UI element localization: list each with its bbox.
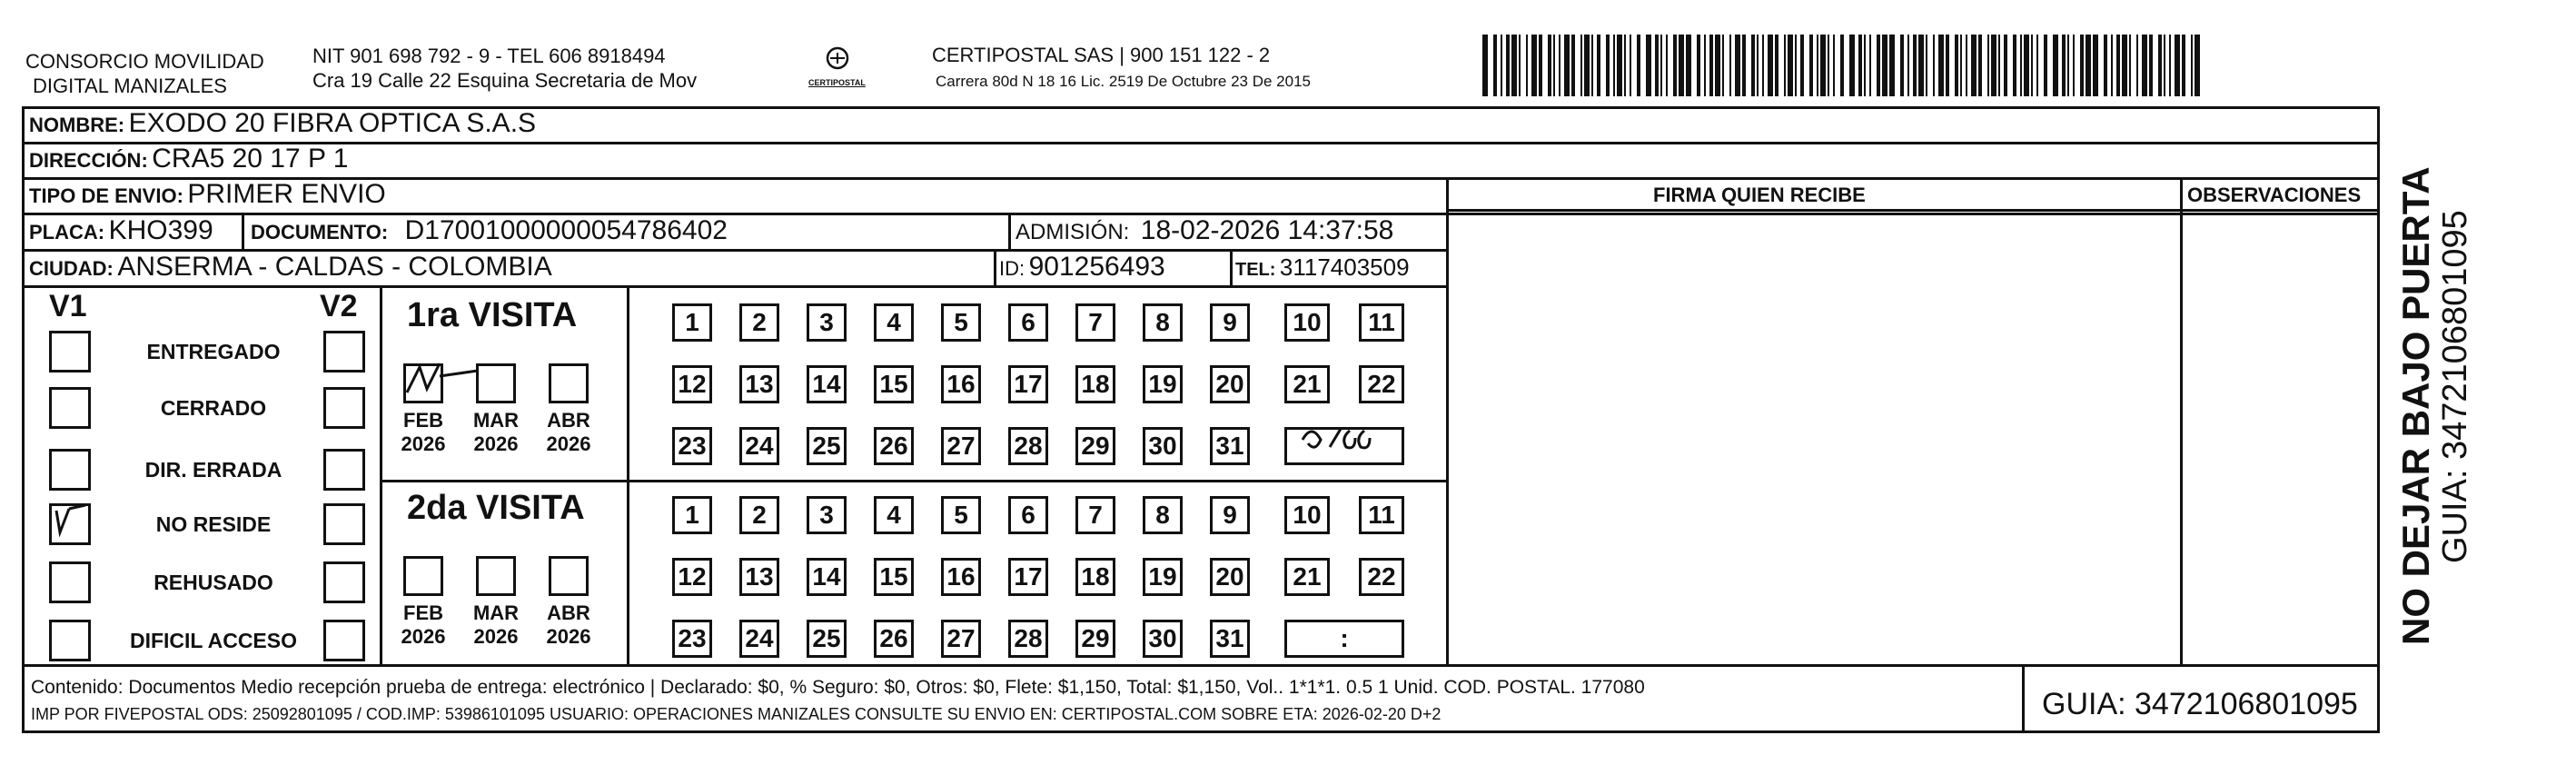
status-label: NO RESIDE [155,512,272,536]
documento-row [251,215,728,246]
day-box[interactable]: 24 [739,620,779,658]
day-box[interactable]: 21 [1284,365,1330,403]
nombre-value: EXODO 20 FIBRA OPTICA S.A.S [128,108,537,138]
tel-value: 3117403509 [1279,253,1410,281]
company-line-2: DIGITAL MANIZALES [33,75,227,97]
day-box[interactable]: 9 [1210,496,1250,534]
company-contact [312,44,697,93]
certipostal-line-1: CERTIPOSTAL SAS | 900 151 122 - 2 [932,44,1271,66]
day-box[interactable]: 6 [1008,496,1048,534]
tipo-envio-value: PRIMER ENVIO [187,179,386,209]
company-name [25,49,264,98]
tel-row [1235,253,1410,282]
v2-label: V2 [320,289,358,323]
v2-checkbox[interactable] [323,449,365,491]
status-label: DIFICIL ACCESO [129,629,297,652]
day-box[interactable]: 21 [1284,558,1330,596]
month-name: ABR [547,601,590,624]
day-box[interactable]: 11 [1359,496,1404,534]
month-checkbox[interactable] [476,363,516,403]
month-name: MAR [472,409,520,432]
footer-imp: IMP POR FIVEPOSTAL ODS: 25092801095 / COD.IMP: 53986101095 USUARIO: OPERACIONES MANIZALES CONSULTE SU ENVIO EN: CERTIPOSTAL.COM SOBRE ETA: 2026-02-20 D+2 [31,705,1442,723]
month-name: FEB [403,409,443,432]
v1-checkbox[interactable] [49,387,91,429]
v1-checkbox[interactable] [49,331,91,373]
day-box[interactable]: 31 [1210,620,1250,658]
day-box[interactable]: 26 [874,620,914,658]
day-box[interactable]: 15 [874,365,914,403]
placa-value: KHO399 [108,215,213,245]
ciudad-label: CIUDAD: [29,257,114,280]
day-box[interactable]: 9 [1210,303,1250,342]
direccion-row [29,144,349,174]
day-box[interactable]: 31 [1210,427,1250,465]
day-box[interactable]: 20 [1210,558,1250,596]
day-box[interactable]: 5 [941,496,981,534]
barcode [1482,35,2207,96]
nombre-label: NOMBRE: [29,114,125,136]
day-box[interactable]: 28 [1008,620,1048,658]
day-box[interactable]: 13 [739,558,779,596]
day-box[interactable]: 23 [672,620,712,658]
day-box[interactable]: 25 [807,427,847,465]
day-box[interactable]: 4 [874,496,914,534]
month-year: 2026 [401,625,446,648]
month-label [396,601,451,649]
status-label: REHUSADO [154,571,273,594]
month-name: ABR [547,409,590,432]
side-guia: GUIA: 3472106801095 [2436,210,2474,563]
day-box[interactable]: 6 [1008,303,1048,342]
time-box[interactable]: : [1284,620,1404,658]
month-year: 2026 [473,432,519,455]
day-box[interactable]: 7 [1075,303,1115,342]
ciudad-row [29,252,552,283]
month-label [469,409,523,456]
observaciones-header: OBSERVACIONES [2187,184,2362,206]
day-box[interactable]: 27 [941,427,981,465]
ciudad-value: ANSERMA - CALDAS - COLOMBIA [117,252,552,282]
handwritten-time [1290,420,1408,456]
no-dejar-bajo-puerta: NO DEJAR BAJO PUERTA [2394,166,2437,645]
day-box[interactable]: 18 [1075,558,1115,596]
month-checkbox[interactable] [549,556,589,596]
tipo-envio-row [29,179,386,210]
day-box[interactable]: 24 [739,427,779,465]
day-box[interactable]: 19 [1143,558,1183,596]
day-box[interactable]: 26 [874,427,914,465]
day-box[interactable]: 29 [1075,427,1115,465]
day-box[interactable]: 11 [1359,303,1404,342]
day-box[interactable]: 27 [941,620,981,658]
placa-label: PLACA: [29,221,105,243]
tel-label: TEL: [1235,260,1276,280]
day-box[interactable]: 23 [672,427,712,465]
firma-header: FIRMA QUIEN RECIBE [1653,184,1866,206]
day-box[interactable]: 2 [739,496,779,534]
day-box[interactable]: 19 [1143,365,1183,403]
month-label [469,601,523,649]
month-year: 2026 [473,625,519,648]
nit-line: NIT 901 698 792 - 9 - TEL 606 8918494 [312,45,666,67]
v1-checkbox[interactable] [49,561,91,603]
day-box[interactable]: 1 [672,303,712,342]
month-label [541,601,596,649]
day-box[interactable]: 3 [807,303,847,342]
day-box[interactable]: 3 [807,496,847,534]
nombre-row [29,108,536,139]
v2-checkbox[interactable] [323,620,365,661]
id-row [999,252,1165,283]
month-label [541,409,596,456]
day-box[interactable]: 4 [874,303,914,342]
day-box[interactable]: 16 [941,365,981,403]
day-box[interactable]: 1 [672,496,712,534]
day-box[interactable]: 15 [874,558,914,596]
month-label [396,409,451,456]
month-name: MAR [472,601,520,624]
day-box[interactable]: 29 [1075,620,1115,658]
day-box[interactable]: 25 [807,620,847,658]
day-box[interactable]: 22 [1359,365,1404,403]
direccion-label: DIRECCIÓN: [29,149,148,172]
day-box[interactable]: 30 [1143,620,1183,658]
v1-checkbox[interactable] [49,620,91,661]
day-box[interactable]: 18 [1075,365,1115,403]
day-box[interactable]: 8 [1143,496,1183,534]
day-box[interactable]: 14 [807,558,847,596]
status-label: DIR. ERRADA [144,458,282,482]
day-box[interactable]: 30 [1143,427,1183,465]
month-checkbox[interactable] [476,556,516,596]
day-box[interactable]: 17 [1008,558,1048,596]
v2-checkbox[interactable] [323,503,365,545]
id-label: ID: [999,257,1025,280]
day-box[interactable]: 12 [672,365,712,403]
month-name: FEB [403,601,443,624]
month-year: 2026 [401,432,446,455]
documento-label: DOCUMENTO: [251,221,389,243]
second-visit-title: 2da VISITA [407,489,585,527]
day-box[interactable]: 22 [1359,558,1404,596]
admision-label: ADMISIÓN: [1016,220,1130,244]
handwritten-check-mark [400,358,481,403]
company-line-1: CONSORCIO MOVILIDAD [25,50,264,73]
placa-row [29,215,213,246]
month-checkbox[interactable] [403,556,443,596]
v2-checkbox[interactable] [323,331,365,373]
day-box[interactable]: 10 [1284,303,1330,342]
day-box[interactable]: 28 [1008,427,1048,465]
day-box[interactable]: 2 [739,303,779,342]
logo-text: CERTIPOSTAL [808,78,866,87]
day-box[interactable]: 13 [739,365,779,403]
day-box[interactable]: 10 [1284,496,1330,534]
footer-contenido: Contenido: Documentos Medio recepción prueba de entrega: electrónico | Declarado: $0, % Seguro: $0, Otros: $0, Flete: $1,150, Total: $1,150, Vol.. 1*1*1. 0.5 1 Unid. COD. POSTAL. 177080 [31,677,1645,698]
month-checkbox[interactable] [549,363,589,403]
first-visit-title: 1ra VISITA [407,296,578,334]
month-year: 2026 [546,625,591,648]
month-year: 2026 [546,432,591,455]
tipo-envio-label: TIPO DE ENVIO: [29,184,183,207]
day-box[interactable]: 7 [1075,496,1115,534]
address-line: Cra 19 Calle 22 Esquina Secretaria de Mov [312,69,698,92]
day-box[interactable]: 12 [672,558,712,596]
day-box[interactable]: 17 [1008,365,1048,403]
status-label: ENTREGADO [146,340,281,363]
day-box[interactable]: 14 [807,365,847,403]
admision-row [1016,215,1393,246]
no-reside-check-mark [47,502,102,538]
v2-checkbox[interactable] [323,561,365,603]
day-box[interactable]: 8 [1143,303,1183,342]
v2-checkbox[interactable] [323,387,365,429]
id-value: 901256493 [1028,252,1165,282]
day-box[interactable]: 16 [941,558,981,596]
v1-label: V1 [49,289,87,323]
direccion-value: CRA5 20 17 P 1 [152,144,349,174]
documento-value: D17001000000054786402 [404,215,728,245]
day-box[interactable]: 5 [941,303,981,342]
admision-value: 18-02-2026 14:37:58 [1140,215,1394,245]
certipostal-line-2: Carrera 80d N 18 16 Lic. 2519 De Octubre 23 De 2015 [936,73,1311,90]
status-label: CERRADO [160,396,267,420]
day-box[interactable]: 20 [1210,365,1250,403]
footer-guia: GUIA: 3472106801095 [2042,687,2358,721]
v1-checkbox[interactable] [49,449,91,491]
